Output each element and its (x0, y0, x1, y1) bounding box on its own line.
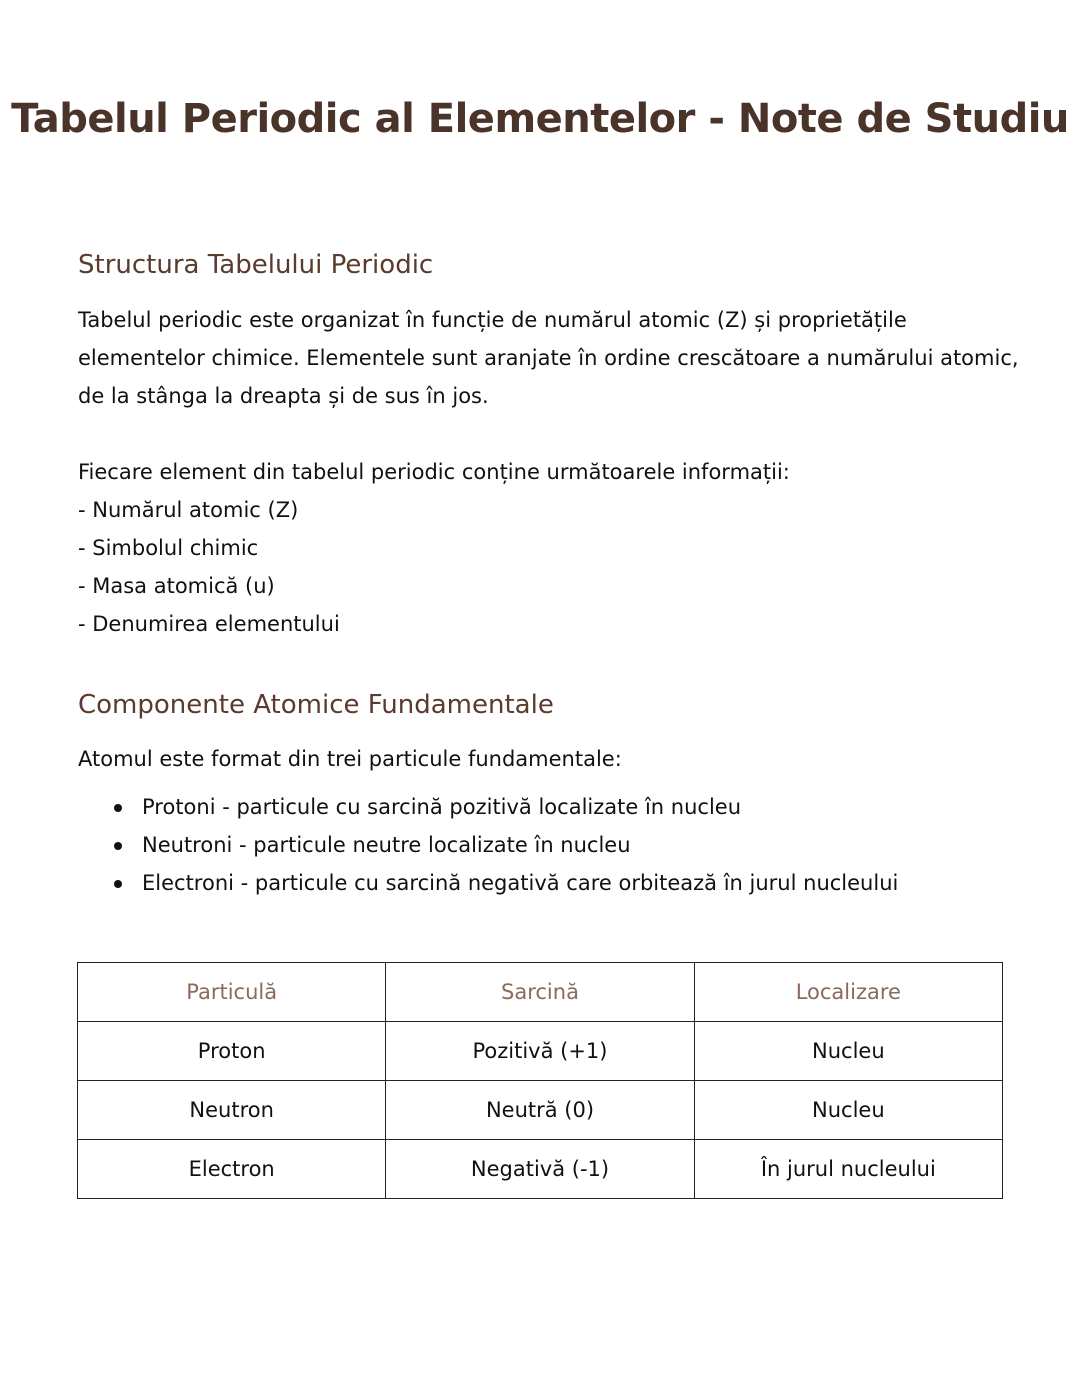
table-cell: Electron (78, 1140, 386, 1199)
table-row (78, 1140, 1003, 1199)
table-cell: În jurul nucleului (694, 1140, 1002, 1199)
table-cell: Nucleu (694, 1022, 1002, 1081)
section-heading-components: Componente Atomice Fundamentale (78, 690, 554, 720)
table-row (78, 1022, 1003, 1081)
table-header-cell: Sarcină (386, 963, 694, 1022)
table-cell: Negativă (-1) (386, 1140, 694, 1199)
structure-paragraph (78, 301, 1019, 415)
paragraph-line: Tabelul periodic este organizat în funcție de numărul atomic (Z) și proprietățile (78, 308, 907, 332)
table-header-cell: Particulă (78, 963, 386, 1022)
components-intro-text: Atomul este format din trei particule fundamentale: (78, 747, 622, 771)
info-intro: Fiecare element din tabelul periodic conține următoarele informații: (78, 460, 790, 484)
table-cell: Proton (78, 1022, 386, 1081)
particles-bullet-list (108, 788, 898, 902)
paragraph-line: de la stânga la dreapta și de sus în jos. (78, 384, 489, 408)
table-cell: Pozitivă (+1) (386, 1022, 694, 1081)
table-row (78, 1081, 1003, 1140)
list-item: Neutroni - particule neutre localizate în nucleu (108, 826, 898, 864)
table-cell: Neutron (78, 1081, 386, 1140)
info-item: - Simbolul chimic (78, 536, 259, 560)
list-item: Protoni - particule cu sarcină pozitivă localizate în nucleu (108, 788, 898, 826)
table-cell: Nucleu (694, 1081, 1002, 1140)
list-item: Electroni - particule cu sarcină negativă care orbitează în jurul nucleului (108, 864, 898, 902)
page-title: Tabelul Periodic al Elementelor - Note de Studiu (11, 96, 1069, 142)
info-item: - Denumirea elementului (78, 612, 340, 636)
particles-table (77, 962, 1003, 1199)
table-cell: Neutră (0) (386, 1081, 694, 1140)
components-intro (78, 740, 1008, 778)
table-header-cell: Localizare (694, 963, 1002, 1022)
paragraph-line: elementelor chimice. Elementele sunt aranjate în ordine crescătoare a numărului atomic, (78, 346, 1019, 370)
table-header-row (78, 963, 1003, 1022)
element-info-list (78, 453, 1008, 643)
section-heading-structure: Structura Tabelului Periodic (78, 250, 434, 280)
info-item: - Numărul atomic (Z) (78, 498, 299, 522)
info-item: - Masa atomică (u) (78, 574, 275, 598)
